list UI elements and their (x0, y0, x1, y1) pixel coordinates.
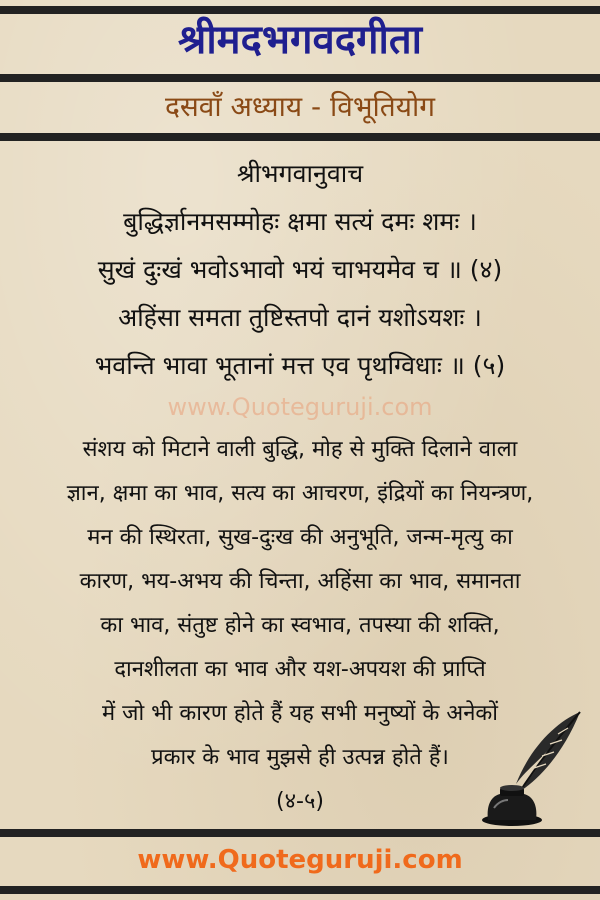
meaning-line: कारण, भय-अभय की चिन्ता, अहिंसा का भाव, समानता (79, 569, 521, 594)
chapter-subtitle: दसवाँ अध्याय - विभूतियोग (164, 90, 436, 123)
quill-inkpot-icon (478, 708, 588, 828)
top-rule (0, 6, 600, 14)
verse-line: अहिंसा समता तुष्टिस्तपो दानं यशोऽयशः । (118, 303, 482, 332)
meaning-line: का भाव, संतुष्ट होने का स्वभाव, तपस्या की शक्ति, (100, 613, 500, 638)
verse-line: भवन्ति भावा भूतानां मत्त एव पृथग्विधाः ॥ (५) (94, 351, 506, 380)
meaning-line: ज्ञान, क्षमा का भाव, सत्य का आचरण, इंद्रियों का नियन्त्रण, (66, 481, 534, 506)
verse-line: बुद्धिर्ज्ञानमसम्मोहः क्षमा सत्यं दमः शमः । (123, 207, 477, 236)
footer-website-link[interactable]: www.Quoteguruji.com (137, 845, 463, 875)
sanskrit-verse (0, 150, 600, 390)
watermark-text: www.Quoteguruji.com (167, 393, 433, 421)
meaning-line: संशय को मिटाने वाली बुद्धि, मोह से मुक्ति दिलाने वाला (82, 437, 518, 462)
verse-line: सुखं दुःखं भवोऽभावो भयं चाभयमेव च ॥ (४) (97, 255, 503, 284)
meaning-line: में जो भी कारण होते हैं यह सभी मनुष्यों के अनेकों (102, 701, 498, 726)
subtitle-divider (0, 133, 600, 141)
bottom-rule (0, 886, 600, 894)
meaning-line: दानशीलता का भाव और यश-अपयश की प्राप्ति (114, 657, 486, 682)
verse-number: (४-५) (276, 789, 324, 814)
verse-speaker: श्रीभगवानुवाच (236, 159, 364, 188)
meaning-line: प्रकार के भाव मुझसे ही उत्पन्न होते हैं। (151, 745, 449, 770)
title-divider (0, 74, 600, 82)
meaning-line: मन की स्थिरता, सुख-दुःख की अनुभूति, जन्म-मृत्यु का (87, 525, 513, 550)
page-title: श्रीमदभगवदगीता (178, 17, 422, 63)
footer-divider (0, 829, 600, 837)
